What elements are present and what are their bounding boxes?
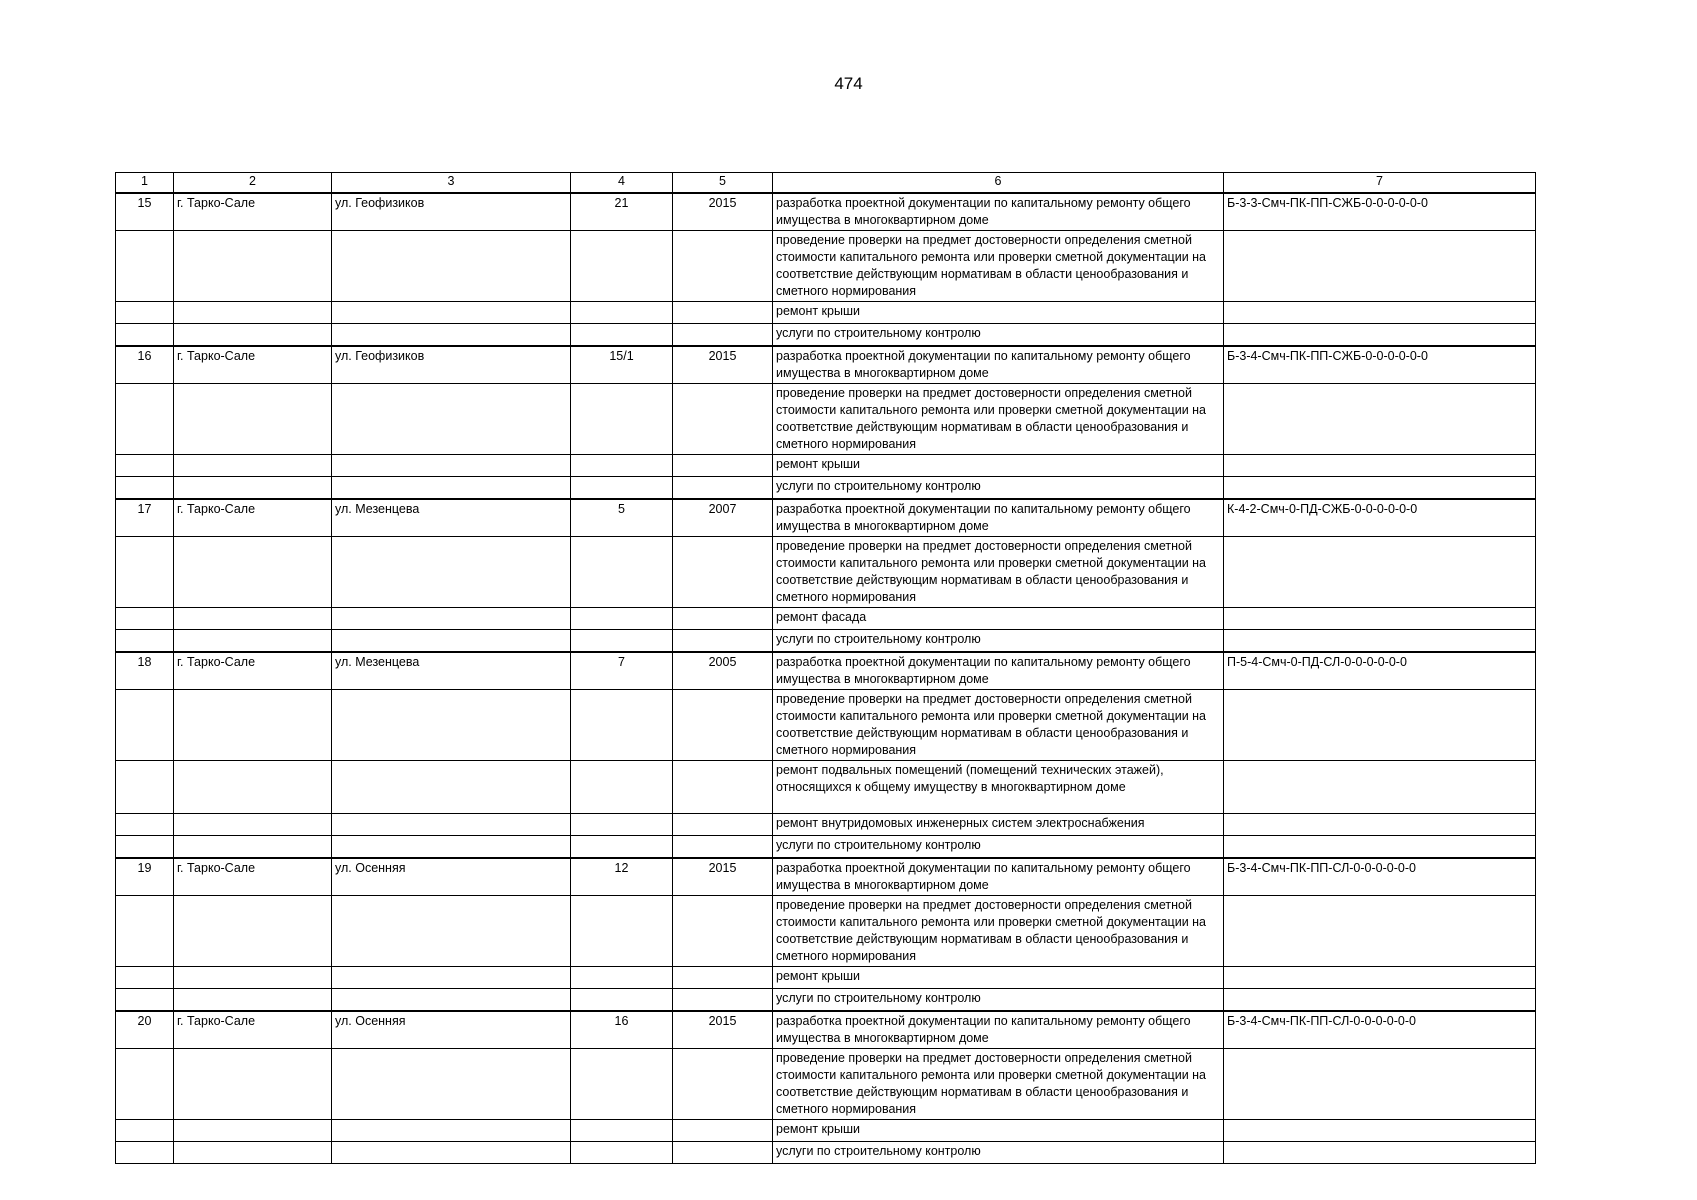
year-cell [673, 896, 773, 967]
repair-register-table [115, 172, 1536, 1164]
street-cell [332, 896, 571, 967]
city-cell [174, 896, 332, 967]
street-cell [332, 1120, 571, 1142]
row-number-cell [116, 1120, 174, 1142]
row-number-cell: 20 [116, 1011, 174, 1049]
row-number-cell [116, 1142, 174, 1164]
year-cell [673, 302, 773, 324]
city-cell [174, 630, 332, 653]
house-number-cell: 5 [571, 499, 673, 537]
row-number-cell [116, 608, 174, 630]
building-code-cell [1224, 455, 1536, 477]
building-code-cell [1224, 814, 1536, 836]
house-number-cell [571, 630, 673, 653]
city-cell [174, 1120, 332, 1142]
city-cell: г. Тарко-Сале [174, 499, 332, 537]
city-cell: г. Тарко-Сале [174, 346, 332, 384]
city-cell [174, 989, 332, 1012]
work-type-cell: услуги по строительному контролю [773, 324, 1224, 347]
street-cell [332, 690, 571, 761]
building-code-cell [1224, 1120, 1536, 1142]
year-cell [673, 761, 773, 814]
table-row [116, 231, 1536, 302]
street-cell: ул. Мезенцева [332, 499, 571, 537]
year-cell [673, 1142, 773, 1164]
city-cell [174, 814, 332, 836]
city-cell [174, 537, 332, 608]
year-cell [673, 537, 773, 608]
street-cell [332, 967, 571, 989]
work-type-cell: ремонт внутридомовых инженерных систем электроснабжения [773, 814, 1224, 836]
work-type-cell: разработка проектной документации по капитальному ремонту общего имущества в многоквартирном доме [773, 858, 1224, 896]
work-type-cell: проведение проверки на предмет достоверности определения сметной стоимости капитального ремонта или проверки сметной документации на соответствие действующим нормативам в области ценообразования и сметного нормирования [773, 1049, 1224, 1120]
year-cell [673, 477, 773, 500]
building-code-cell [1224, 324, 1536, 347]
work-type-cell: разработка проектной документации по капитальному ремонту общего имущества в многоквартирном доме [773, 346, 1224, 384]
year-cell [673, 1049, 773, 1120]
street-cell: ул. Мезенцева [332, 652, 571, 690]
building-code-cell [1224, 989, 1536, 1012]
year-cell [673, 384, 773, 455]
street-cell [332, 477, 571, 500]
table-row [116, 346, 1536, 384]
table-row [116, 836, 1536, 859]
street-cell [332, 384, 571, 455]
row-number-cell [116, 384, 174, 455]
building-code-cell [1224, 836, 1536, 859]
work-type-cell: проведение проверки на предмет достоверности определения сметной стоимости капитального ремонта или проверки сметной документации на соответствие действующим нормативам в области ценообразования и сметного нормирования [773, 896, 1224, 967]
house-number-cell [571, 967, 673, 989]
table-row [116, 858, 1536, 896]
row-number-cell [116, 989, 174, 1012]
work-type-cell: проведение проверки на предмет достоверности определения сметной стоимости капитального ремонта или проверки сметной документации на соответствие действующим нормативам в области ценообразования и сметного нормирования [773, 231, 1224, 302]
table-row [116, 989, 1536, 1012]
year-cell [673, 814, 773, 836]
year-cell: 2015 [673, 193, 773, 231]
work-type-cell: проведение проверки на предмет достоверности определения сметной стоимости капитального ремонта или проверки сметной документации на соответствие действующим нормативам в области ценообразования и сметного нормирования [773, 384, 1224, 455]
work-type-cell: услуги по строительному контролю [773, 989, 1224, 1012]
house-number-cell [571, 1049, 673, 1120]
city-cell [174, 761, 332, 814]
row-number-cell: 15 [116, 193, 174, 231]
year-cell [673, 989, 773, 1012]
row-number-cell [116, 967, 174, 989]
building-code-cell: Б-3-3-Смч-ПК-ПП-СЖБ-0-0-0-0-0-0 [1224, 193, 1536, 231]
work-type-cell: проведение проверки на предмет достоверности определения сметной стоимости капитального ремонта или проверки сметной документации на соответствие действующим нормативам в области ценообразования и сметного нормирования [773, 537, 1224, 608]
work-type-cell: разработка проектной документации по капитальному ремонту общего имущества в многоквартирном доме [773, 1011, 1224, 1049]
house-number-cell [571, 231, 673, 302]
building-code-cell: П-5-4-Смч-0-ПД-СЛ-0-0-0-0-0-0 [1224, 652, 1536, 690]
building-code-cell: Б-3-4-Смч-ПК-ПП-СЛ-0-0-0-0-0-0 [1224, 1011, 1536, 1049]
table-row [116, 814, 1536, 836]
table-row [116, 537, 1536, 608]
work-type-cell: проведение проверки на предмет достоверности определения сметной стоимости капитального ремонта или проверки сметной документации на соответствие действующим нормативам в области ценообразования и сметного нормирования [773, 690, 1224, 761]
building-code-cell: Б-3-4-Смч-ПК-ПП-СЖБ-0-0-0-0-0-0 [1224, 346, 1536, 384]
work-type-cell: разработка проектной документации по капитальному ремонту общего имущества в многоквартирном доме [773, 193, 1224, 231]
house-number-cell [571, 896, 673, 967]
column-header: 6 [773, 173, 1224, 194]
work-type-cell: ремонт крыши [773, 302, 1224, 324]
table-row [116, 1011, 1536, 1049]
row-number-cell: 17 [116, 499, 174, 537]
work-type-cell: ремонт крыши [773, 1120, 1224, 1142]
house-number-cell [571, 302, 673, 324]
house-number-cell [571, 814, 673, 836]
street-cell [332, 302, 571, 324]
year-cell [673, 1120, 773, 1142]
row-number-cell [116, 761, 174, 814]
table-row [116, 384, 1536, 455]
house-number-cell [571, 690, 673, 761]
year-cell [673, 836, 773, 859]
house-number-cell [571, 989, 673, 1012]
city-cell: г. Тарко-Сале [174, 858, 332, 896]
street-cell [332, 1142, 571, 1164]
street-cell [332, 814, 571, 836]
city-cell [174, 477, 332, 500]
row-number-cell [116, 630, 174, 653]
work-type-cell: ремонт подвальных помещений (помещений технических этажей), относящихся к общему имуществу в многоквартирном доме [773, 761, 1224, 814]
row-number-cell: 16 [116, 346, 174, 384]
house-number-cell [571, 1142, 673, 1164]
house-number-cell: 16 [571, 1011, 673, 1049]
building-code-cell [1224, 302, 1536, 324]
work-type-cell: ремонт крыши [773, 455, 1224, 477]
building-code-cell [1224, 608, 1536, 630]
house-number-cell [571, 608, 673, 630]
city-cell [174, 324, 332, 347]
year-cell [673, 967, 773, 989]
street-cell: ул. Геофизиков [332, 346, 571, 384]
table-row [116, 652, 1536, 690]
street-cell [332, 608, 571, 630]
register-body [116, 193, 1536, 1164]
table-row [116, 477, 1536, 500]
building-code-cell [1224, 537, 1536, 608]
year-cell [673, 455, 773, 477]
street-cell [332, 761, 571, 814]
row-number-cell [116, 324, 174, 347]
city-cell [174, 608, 332, 630]
column-header: 2 [174, 173, 332, 194]
table-row [116, 608, 1536, 630]
year-cell [673, 630, 773, 653]
building-code-cell [1224, 1142, 1536, 1164]
house-number-cell: 15/1 [571, 346, 673, 384]
column-header: 4 [571, 173, 673, 194]
table-row [116, 1049, 1536, 1120]
work-type-cell: разработка проектной документации по капитальному ремонту общего имущества в многоквартирном доме [773, 499, 1224, 537]
table-row [116, 302, 1536, 324]
work-type-cell: ремонт крыши [773, 967, 1224, 989]
house-number-cell: 7 [571, 652, 673, 690]
row-number-cell [116, 836, 174, 859]
building-code-cell: Б-3-4-Смч-ПК-ПП-СЛ-0-0-0-0-0-0 [1224, 858, 1536, 896]
city-cell [174, 302, 332, 324]
building-code-cell [1224, 1049, 1536, 1120]
city-cell [174, 455, 332, 477]
year-cell: 2007 [673, 499, 773, 537]
column-number-row [116, 173, 1536, 194]
work-type-cell: услуги по строительному контролю [773, 630, 1224, 653]
table-row [116, 1120, 1536, 1142]
column-header: 7 [1224, 173, 1536, 194]
city-cell [174, 967, 332, 989]
page-number: 474 [834, 74, 863, 93]
street-cell: ул. Геофизиков [332, 193, 571, 231]
work-type-cell: услуги по строительному контролю [773, 477, 1224, 500]
year-cell: 2015 [673, 1011, 773, 1049]
street-cell [332, 324, 571, 347]
street-cell [332, 989, 571, 1012]
year-cell [673, 324, 773, 347]
city-cell: г. Тарко-Сале [174, 1011, 332, 1049]
street-cell [332, 231, 571, 302]
building-code-cell: К-4-2-Смч-0-ПД-СЖБ-0-0-0-0-0-0 [1224, 499, 1536, 537]
table-row [116, 499, 1536, 537]
year-cell [673, 690, 773, 761]
street-cell [332, 1049, 571, 1120]
building-code-cell [1224, 231, 1536, 302]
city-cell [174, 690, 332, 761]
row-number-cell [116, 537, 174, 608]
street-cell [332, 455, 571, 477]
house-number-cell [571, 324, 673, 347]
row-number-cell [116, 302, 174, 324]
house-number-cell: 12 [571, 858, 673, 896]
year-cell [673, 608, 773, 630]
year-cell: 2015 [673, 858, 773, 896]
table-row [116, 1142, 1536, 1164]
building-code-cell [1224, 967, 1536, 989]
house-number-cell [571, 455, 673, 477]
year-cell: 2015 [673, 346, 773, 384]
table-row [116, 690, 1536, 761]
row-number-cell [116, 896, 174, 967]
city-cell: г. Тарко-Сале [174, 652, 332, 690]
city-cell: г. Тарко-Сале [174, 193, 332, 231]
house-number-cell [571, 1120, 673, 1142]
table-row [116, 761, 1536, 814]
city-cell [174, 231, 332, 302]
house-number-cell [571, 761, 673, 814]
row-number-cell [116, 814, 174, 836]
street-cell [332, 836, 571, 859]
row-number-cell [116, 1049, 174, 1120]
building-code-cell [1224, 761, 1536, 814]
row-number-cell [116, 455, 174, 477]
street-cell: ул. Осенняя [332, 1011, 571, 1049]
street-cell [332, 630, 571, 653]
work-type-cell: разработка проектной документации по капитальному ремонту общего имущества в многоквартирном доме [773, 652, 1224, 690]
house-number-cell [571, 537, 673, 608]
year-cell: 2005 [673, 652, 773, 690]
year-cell [673, 231, 773, 302]
house-number-cell [571, 836, 673, 859]
building-code-cell [1224, 630, 1536, 653]
street-cell: ул. Осенняя [332, 858, 571, 896]
city-cell [174, 384, 332, 455]
row-number-cell [116, 690, 174, 761]
work-type-cell: услуги по строительному контролю [773, 836, 1224, 859]
house-number-cell [571, 384, 673, 455]
table-row [116, 324, 1536, 347]
house-number-cell [571, 477, 673, 500]
city-cell [174, 1049, 332, 1120]
table-row [116, 193, 1536, 231]
building-code-cell [1224, 477, 1536, 500]
table-row [116, 896, 1536, 967]
house-number-cell: 21 [571, 193, 673, 231]
work-type-cell: ремонт фасада [773, 608, 1224, 630]
row-number-cell [116, 477, 174, 500]
table-row [116, 630, 1536, 653]
table-row [116, 455, 1536, 477]
row-number-cell [116, 231, 174, 302]
column-header: 3 [332, 173, 571, 194]
street-cell [332, 537, 571, 608]
building-code-cell [1224, 384, 1536, 455]
row-number-cell: 18 [116, 652, 174, 690]
row-number-cell: 19 [116, 858, 174, 896]
column-header: 5 [673, 173, 773, 194]
column-header: 1 [116, 173, 174, 194]
building-code-cell [1224, 690, 1536, 761]
city-cell [174, 836, 332, 859]
building-code-cell [1224, 896, 1536, 967]
table-row [116, 967, 1536, 989]
city-cell [174, 1142, 332, 1164]
work-type-cell: услуги по строительному контролю [773, 1142, 1224, 1164]
